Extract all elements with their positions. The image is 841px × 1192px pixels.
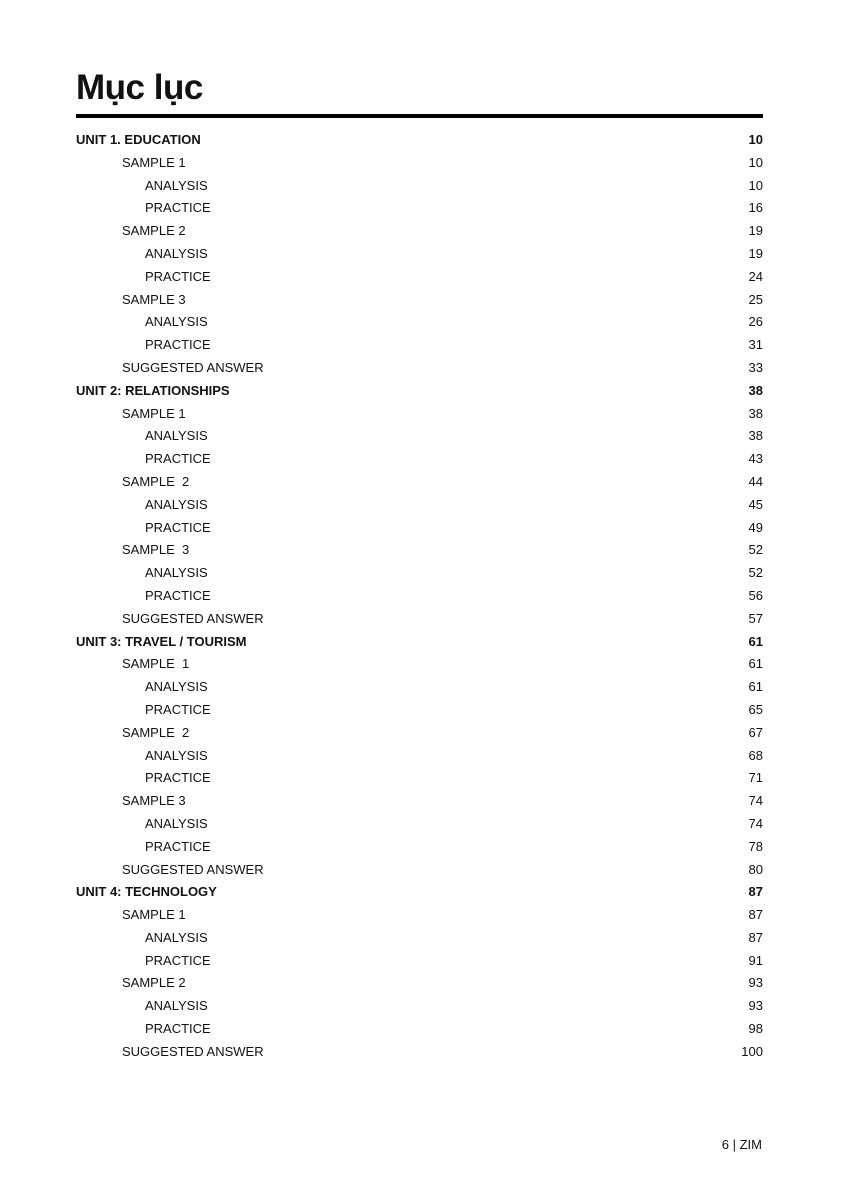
toc-entry-label: PRACTICE [145,200,211,216]
toc-entry-page: 25 [748,291,763,307]
toc-entry-page: 61 [748,633,763,649]
toc-subsection-entry[interactable] [76,836,763,859]
toc-entry-label: SAMPLE 3 [122,291,186,307]
toc-entry-label: PRACTICE [145,838,211,854]
toc-entry-page: 87 [748,884,763,900]
toc-entry-label: SUGGESTED ANSWER [122,1043,264,1059]
table-of-contents [76,129,763,1064]
title-rule [76,114,763,118]
toc-entry-label: SAMPLE 1 [122,907,186,923]
toc-subsection-entry[interactable] [76,266,763,289]
toc-entry-label: ANALYSIS [145,314,208,330]
toc-entry-label: ANALYSIS [145,428,208,444]
toc-entry-label: ANALYSIS [145,496,208,512]
toc-entry-page: 78 [748,838,763,854]
toc-entry-page: 67 [748,724,763,740]
toc-entry-page: 52 [748,542,763,558]
toc-entry-label: SUGGESTED ANSWER [122,861,264,877]
toc-subsection-entry[interactable] [76,745,763,768]
toc-entry-label: ANALYSIS [145,679,208,695]
toc-entry-label: SAMPLE 3 [122,542,190,558]
toc-subsection-entry[interactable] [76,699,763,722]
toc-section-entry[interactable] [76,152,763,175]
toc-entry-label: ANALYSIS [145,245,208,261]
toc-entry-label: SAMPLE 2 [122,473,190,489]
toc-entry-page: 93 [748,998,763,1014]
toc-entry-page: 57 [748,610,763,626]
toc-section-entry[interactable] [76,653,763,676]
toc-subsection-entry[interactable] [76,813,763,836]
toc-section-entry[interactable] [76,1041,763,1064]
toc-section-entry[interactable] [76,608,763,631]
toc-unit-entry[interactable] [76,380,763,403]
toc-entry-label: ANALYSIS [145,929,208,945]
toc-entry-label: SAMPLE 3 [122,793,186,809]
toc-entry-page: 87 [748,929,763,945]
toc-section-entry[interactable] [76,357,763,380]
toc-unit-entry[interactable] [76,881,763,904]
toc-entry-page: 10 [748,132,763,147]
toc-subsection-entry[interactable] [76,585,763,608]
toc-subsection-entry[interactable] [76,1018,763,1041]
toc-section-entry[interactable] [76,904,763,927]
toc-entry-page: 43 [748,451,763,467]
toc-section-entry[interactable] [76,972,763,995]
toc-entry-page: 61 [748,679,763,695]
toc-subsection-entry[interactable] [76,311,763,334]
toc-entry-label: PRACTICE [145,268,211,284]
toc-entry-page: 38 [748,405,763,421]
toc-subsection-entry[interactable] [76,950,763,973]
toc-section-entry[interactable] [76,859,763,882]
toc-entry-page: 38 [748,428,763,444]
toc-entry-page: 24 [748,268,763,284]
toc-subsection-entry[interactable] [76,517,763,540]
toc-entry-page: 45 [748,496,763,512]
toc-entry-label: UNIT 1. EDUCATION [76,132,201,147]
toc-entry-page: 19 [748,245,763,261]
toc-subsection-entry[interactable] [76,676,763,699]
toc-section-entry[interactable] [76,220,763,243]
toc-entry-label: UNIT 4: TECHNOLOGY [76,884,217,900]
toc-entry-page: 61 [748,656,763,672]
toc-entry-page: 38 [748,382,763,398]
toc-entry-page: 100 [741,1043,763,1059]
toc-subsection-entry[interactable] [76,494,763,517]
toc-section-entry[interactable] [76,471,763,494]
toc-entry-label: UNIT 3: TRAVEL / TOURISM [76,633,247,649]
toc-entry-page: 74 [748,793,763,809]
toc-subsection-entry[interactable] [76,425,763,448]
toc-entry-label: SAMPLE 2 [122,223,186,239]
toc-entry-label: PRACTICE [145,337,211,353]
toc-section-entry[interactable] [76,403,763,426]
toc-section-entry[interactable] [76,722,763,745]
toc-subsection-entry[interactable] [76,448,763,471]
toc-unit-entry[interactable] [76,129,763,152]
page-title: Mục lục [76,68,203,107]
toc-subsection-entry[interactable] [76,243,763,266]
toc-entry-label: PRACTICE [145,587,211,603]
toc-section-entry[interactable] [76,289,763,312]
toc-subsection-entry[interactable] [76,562,763,585]
toc-subsection-entry[interactable] [76,175,763,198]
toc-entry-page: 68 [748,747,763,763]
toc-entry-label: SUGGESTED ANSWER [122,610,264,626]
toc-entry-page: 91 [748,952,763,968]
toc-entry-label: ANALYSIS [145,815,208,831]
toc-entry-label: PRACTICE [145,519,211,535]
toc-subsection-entry[interactable] [76,927,763,950]
toc-entry-label: SAMPLE 1 [122,154,186,170]
toc-subsection-entry[interactable] [76,767,763,790]
toc-entry-label: ANALYSIS [145,998,208,1014]
toc-entry-label: PRACTICE [145,770,211,786]
toc-entry-page: 74 [748,815,763,831]
toc-entry-label: ANALYSIS [145,177,208,193]
toc-entry-label: PRACTICE [145,701,211,717]
toc-entry-page: 44 [748,473,763,489]
toc-entry-label: UNIT 2: RELATIONSHIPS [76,382,230,398]
page-footer: 6 | ZIM [721,1137,762,1152]
toc-entry-label: PRACTICE [145,1021,211,1037]
toc-entry-label: ANALYSIS [145,747,208,763]
toc-subsection-entry[interactable] [76,334,763,357]
toc-entry-label: SAMPLE 2 [122,975,186,991]
toc-entry-label: ANALYSIS [145,565,208,581]
toc-entry-page: 93 [748,975,763,991]
toc-entry-page: 56 [748,587,763,603]
toc-entry-page: 10 [748,154,763,170]
toc-entry-page: 26 [748,314,763,330]
toc-entry-label: PRACTICE [145,952,211,968]
toc-entry-page: 98 [748,1021,763,1037]
toc-entry-page: 80 [748,861,763,877]
toc-entry-page: 49 [748,519,763,535]
toc-entry-label: SAMPLE 1 [122,656,190,672]
toc-entry-page: 71 [748,770,763,786]
toc-entry-label: PRACTICE [145,451,211,467]
toc-section-entry[interactable] [76,539,763,562]
toc-entry-page: 87 [748,907,763,923]
toc-section-entry[interactable] [76,790,763,813]
toc-entry-page: 10 [748,177,763,193]
toc-entry-page: 16 [748,200,763,216]
toc-entry-label: SUGGESTED ANSWER [122,359,264,375]
toc-entry-label: SAMPLE 1 [122,405,186,421]
toc-entry-page: 52 [748,565,763,581]
toc-entry-page: 19 [748,223,763,239]
toc-entry-page: 31 [748,337,763,353]
toc-subsection-entry[interactable] [76,197,763,220]
toc-entry-page: 33 [748,359,763,375]
toc-subsection-entry[interactable] [76,995,763,1018]
toc-entry-label: SAMPLE 2 [122,724,190,740]
toc-unit-entry[interactable] [76,631,763,654]
toc-entry-page: 65 [748,701,763,717]
